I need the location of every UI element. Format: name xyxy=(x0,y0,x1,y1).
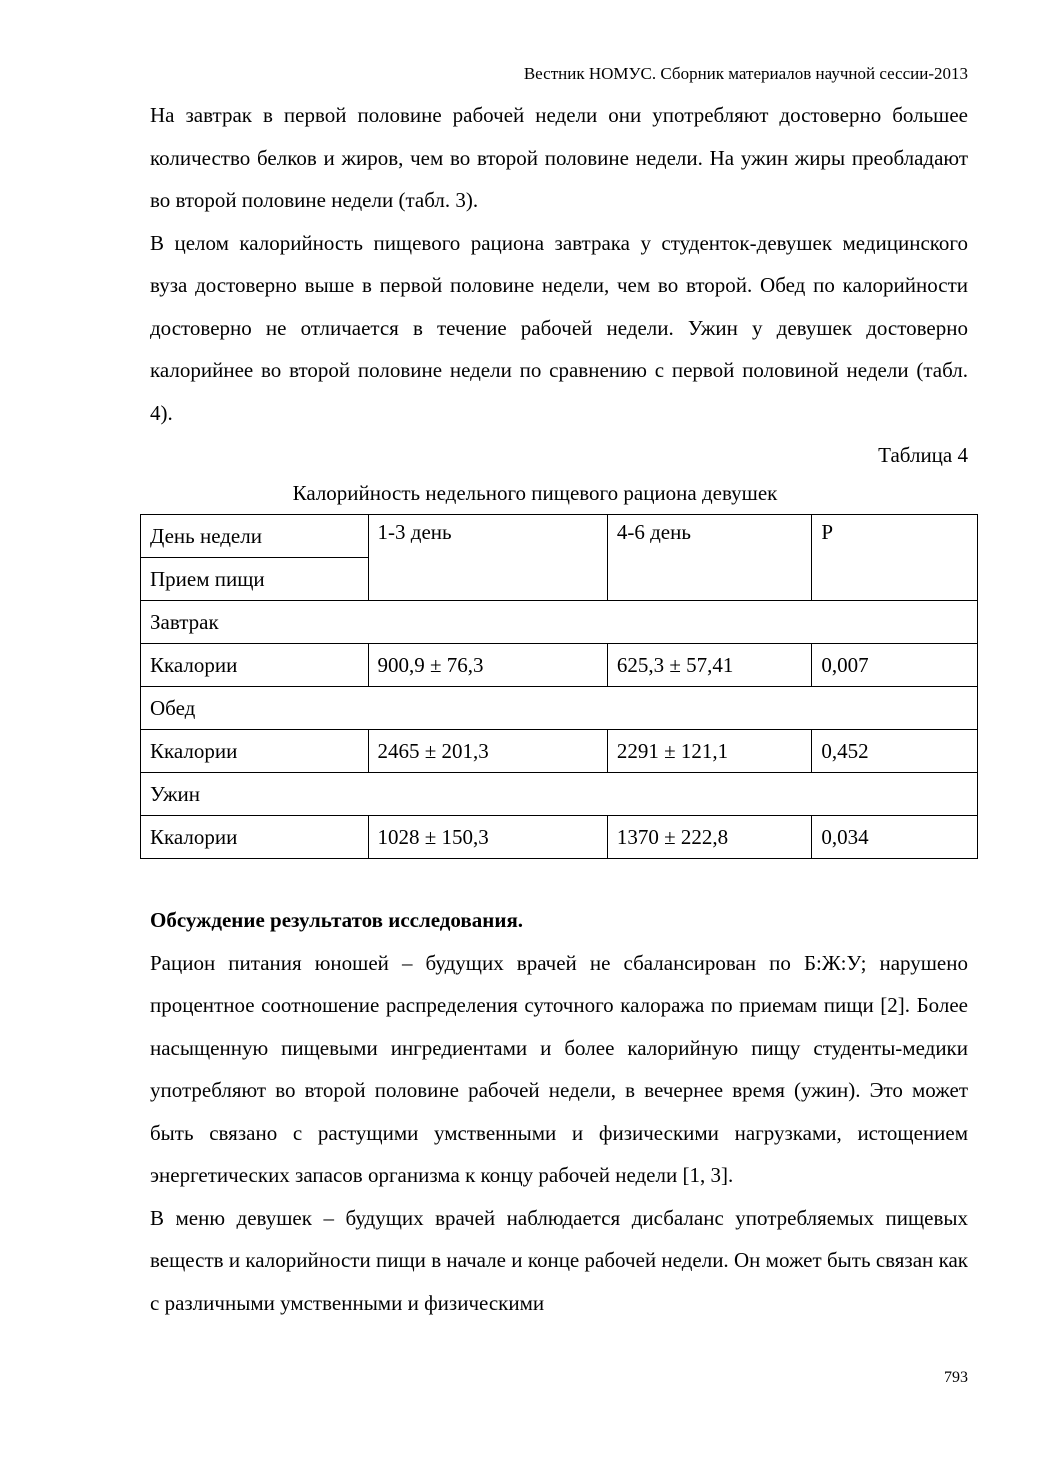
table-cell: 0,452 xyxy=(812,730,978,773)
table-row xyxy=(141,730,978,773)
header-cell-days-4-6: 4-6 день xyxy=(607,515,811,601)
table-cell: 2291 ± 121,1 xyxy=(607,730,811,773)
paragraph: В целом калорийность пищевого рациона завтрака у студенток-девушек медицинского вуза достоверно выше в первой половине недели, чем во второй. Обед по калорийности достоверно не отличается в течение рабочей недели. Ужин у девушек достоверно калорийнее во второй половине недели по сравнению с первой половиной недели (табл. 4). xyxy=(150,230,968,425)
paragraph: Рацион питания юношей – будущих врачей не сбалансирован по Б:Ж:У; нарушено процентное соотношение распределения суточного калоража по приемам пищи [2]. Более насыщенную пищевыми ингредиентами и более калорийную пищу студенты-медики употребляют во второй половине рабочей недели, в вечернее время (ужин). Это может быть связано с растущими умственными и физическими нагрузками, истощением энергетических запасов организма к концу рабочей недели [1, 3]. xyxy=(150,950,968,1187)
table-cell: 2465 ± 201,3 xyxy=(368,730,607,773)
section-title-lunch: Обед xyxy=(141,687,978,730)
table-cell: Ккалории xyxy=(141,730,369,773)
table-caption: Калорийность недельного пищевого рациона девушек xyxy=(292,481,778,505)
header-cell-days-1-3: 1-3 день xyxy=(368,515,607,601)
section-heading: Обсуждение результатов исследования. xyxy=(150,908,524,932)
header-cell-p: P xyxy=(812,515,978,601)
header-cell-day: День недели xyxy=(141,515,369,558)
paragraph: В меню девушек – будущих врачей наблюдается дисбаланс употребляемых пищевых веществ и калорийности пищи в начале и конце рабочей недели. Он может быть связан как с различными умственными и физическими xyxy=(150,1205,968,1315)
page-number: 793 xyxy=(944,1369,968,1386)
table-label: Таблица 4 xyxy=(878,443,968,467)
calorie-table xyxy=(140,514,978,859)
table-row xyxy=(141,644,978,687)
table-cell: Ккалории xyxy=(141,816,369,859)
table-cell: 625,3 ± 57,41 xyxy=(607,644,811,687)
table-cell: 0,007 xyxy=(812,644,978,687)
section-row xyxy=(141,601,978,644)
table-header-row xyxy=(141,515,978,558)
paragraph: На завтрак в первой половине рабочей недели они употребляют достоверно большее количество белков и жиров, чем во второй половине недели. На ужин жиры преобладают во второй половине недели (табл. 3). xyxy=(150,103,968,212)
table-cell: 1370 ± 222,8 xyxy=(607,816,811,859)
running-header: Вестник НОМУС. Сборник материалов научной сессии-2013 xyxy=(523,64,968,83)
section-title-breakfast: Завтрак xyxy=(141,601,978,644)
table-cell: 900,9 ± 76,3 xyxy=(368,644,607,687)
header-cell-meal: Прием пищи xyxy=(141,558,369,601)
table-cell: 0,034 xyxy=(812,816,978,859)
section-row xyxy=(141,773,978,816)
section-title-dinner: Ужин xyxy=(141,773,978,816)
table-cell: 1028 ± 150,3 xyxy=(368,816,607,859)
section-row xyxy=(141,687,978,730)
table-cell: Ккалории xyxy=(141,644,369,687)
page-content xyxy=(150,94,968,1324)
table-row xyxy=(141,816,978,859)
